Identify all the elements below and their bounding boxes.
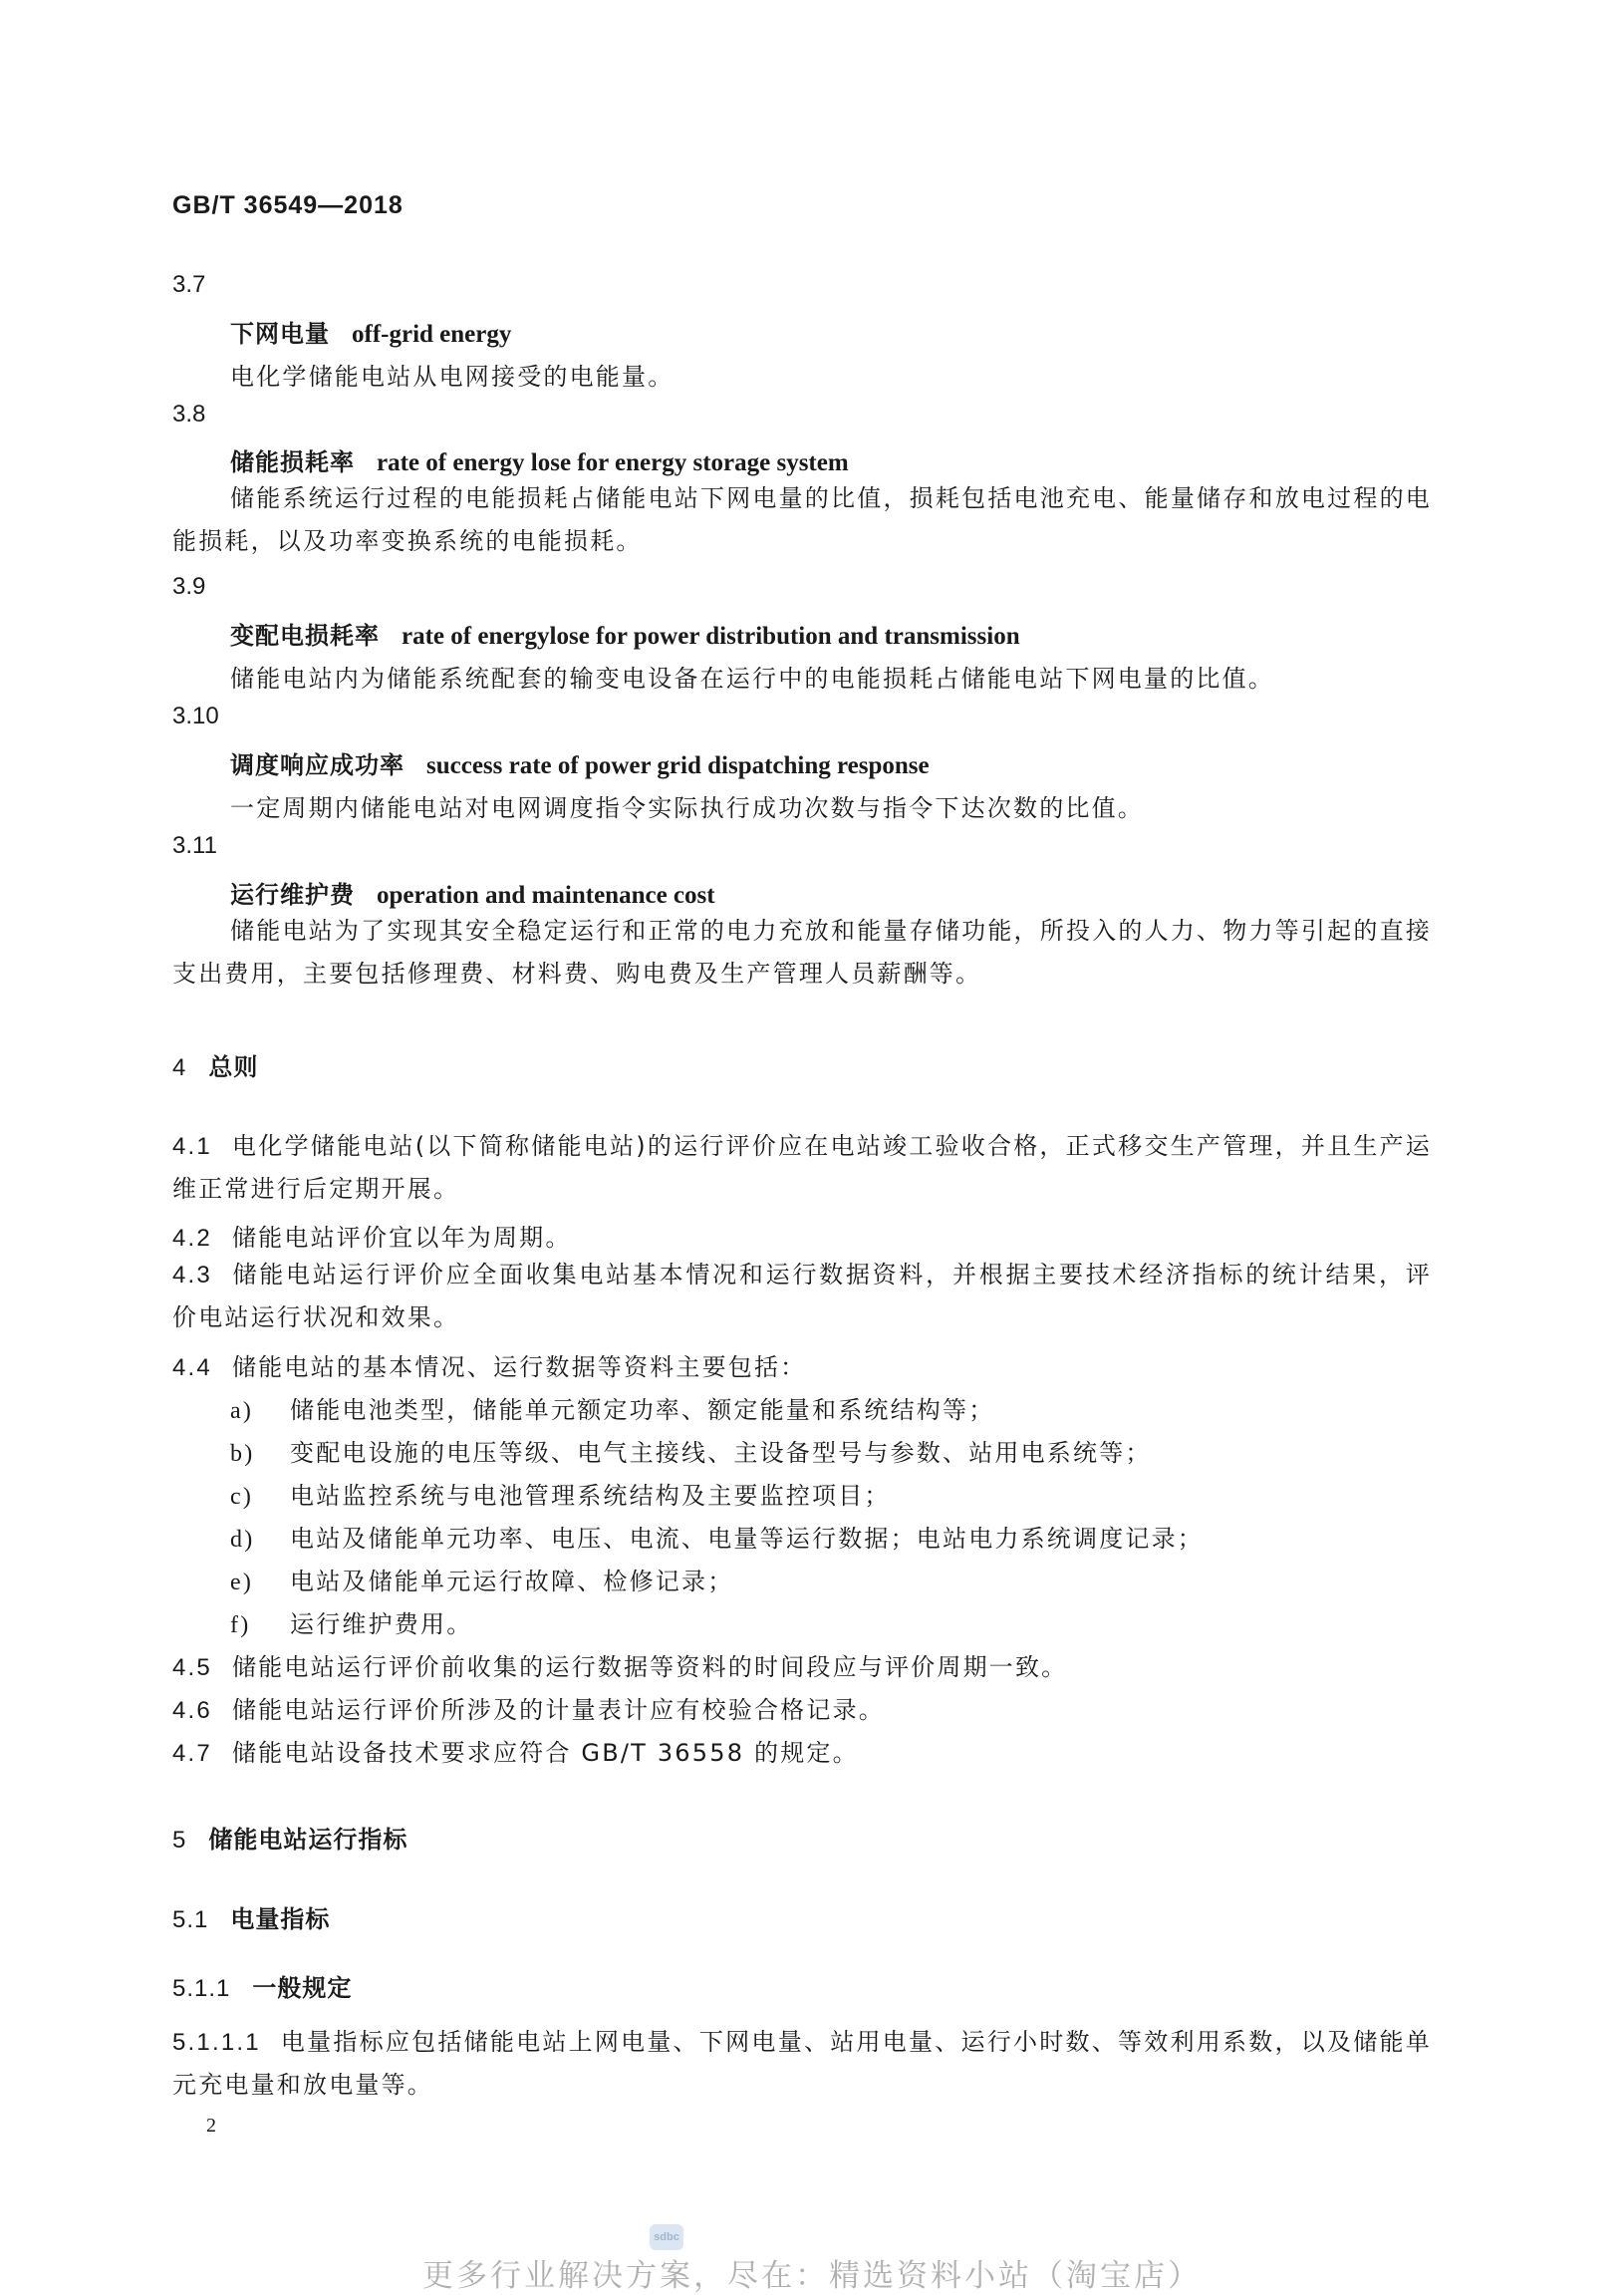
term-number: 3.11 (172, 832, 217, 859)
subsection-heading (172, 1968, 352, 2003)
subsection-heading (172, 1899, 330, 1934)
term-title (230, 616, 1020, 651)
term-en: rate of energylose for power distribution and transmission (402, 623, 1020, 650)
list-label: f) (230, 1612, 251, 1638)
list-item (230, 1476, 891, 1511)
term-number: 3.10 (172, 703, 219, 729)
term-definition (172, 910, 1432, 996)
list-label: d) (230, 1527, 255, 1553)
clause-number: 4.5 (172, 1654, 212, 1681)
term-zh: 变配电损耗率 (230, 622, 380, 650)
term-definition: 储能电站内为储能系统配套的输变电设备在运行中的电能损耗占储能电站下网电量的比值。 (230, 665, 1274, 693)
clause-number: 4.4 (172, 1354, 212, 1381)
clause-text: 电化学储能电站(以下简称储能电站)的运行评价应在电站竣工验收合格，正式移交生产管理，并且生产运维正常进行后定期开展。 (172, 1132, 1432, 1203)
term-title (230, 875, 715, 910)
term-en: operation and maintenance cost (377, 882, 715, 909)
watermark-logo: sdbc (650, 2224, 683, 2250)
section-number: 5 (172, 1827, 187, 1854)
list-label: c) (230, 1484, 254, 1510)
term-title (230, 314, 511, 349)
subsection-title: 电量指标 (230, 1905, 331, 1933)
list-text: 变配电设施的电压等级、电气主接线、主设备型号与参数、站用电系统等； (290, 1439, 1152, 1467)
section-number: 4 (172, 1054, 187, 1081)
clause-number: 4.6 (172, 1697, 212, 1724)
list-item (230, 1433, 1152, 1468)
section-title: 总则 (208, 1053, 259, 1081)
clause-text: 储能电站评价宜以年为周期。 (231, 1224, 572, 1252)
subsection-number: 5.1.1 (172, 1975, 231, 2002)
section-heading (172, 1047, 258, 1082)
term-en: success rate of power grid dispatching response (426, 752, 930, 779)
term-number: 3.9 (172, 573, 206, 600)
term-zh: 下网电量 (230, 320, 330, 348)
term-title (230, 745, 930, 780)
list-text: 电站及储能单元功率、电压、电流、电量等运行数据；电站电力系统调度记录； (290, 1525, 1204, 1553)
clause (172, 1733, 859, 1768)
clause (172, 1218, 572, 1253)
term-title (230, 442, 849, 477)
term-definition: 电化学储能电站从电网接受的电能量。 (230, 363, 675, 391)
list-text: 运行维护费用。 (290, 1610, 473, 1638)
clause (172, 1690, 885, 1725)
clause (172, 1125, 1432, 1211)
list-text: 电站及储能单元运行故障、检修记录； (290, 1568, 734, 1595)
clause-text: 储能电站运行评价前收集的运行数据等资料的时间段应与评价周期一致。 (231, 1653, 1068, 1681)
section-title: 储能电站运行指标 (208, 1826, 408, 1854)
list-label: e) (230, 1570, 254, 1595)
clause-text: 储能电站运行评价应全面收集电站基本情况和运行数据资料，并根据主要技术经济指标的统计结果，评价电站运行状况和效果。 (172, 1261, 1432, 1331)
term-number: 3.8 (172, 401, 206, 428)
clause-number: 4.3 (172, 1262, 212, 1289)
page-number: 2 (206, 2115, 216, 2137)
term-number: 3.7 (172, 271, 206, 298)
clause-text: 储能电站运行评价所涉及的计量表计应有校验合格记录。 (231, 1696, 885, 1724)
subsection-number: 5.1 (172, 1906, 209, 1933)
term-definition (172, 477, 1432, 563)
clause-text: 储能电站的基本情况、运行数据等资料主要包括： (231, 1353, 807, 1381)
watermark-text: 更多行业解决方案，尽在：精选资料小站（淘宝店） (422, 2258, 1202, 2294)
term-definition-text: 储能系统运行过程的电能损耗占储能电站下网电量的比值，损耗包括电池充电、能量储存和放电过程的电能损耗，以及功率变换系统的电能损耗。 (172, 484, 1432, 555)
term-definition: 一定周期内储能电站对电网调度指令实际执行成功次数与指令下达次数的比值。 (230, 794, 1144, 822)
clause (172, 1254, 1432, 1339)
list-label: b) (230, 1441, 255, 1467)
clause-text: 电量指标应包括储能电站上网电量、下网电量、站用电量、运行小时数、等效利用系数，以及储能单元充电量和放电量等。 (172, 2028, 1432, 2099)
clause (172, 1647, 1067, 1682)
term-zh: 运行维护费 (230, 881, 355, 909)
list-text: 电站监控系统与电池管理系统结构及主要监控项目； (290, 1482, 891, 1510)
term-en: off-grid energy (352, 321, 512, 348)
clause (172, 1347, 806, 1382)
list-item (230, 1390, 994, 1425)
term-definition-text: 储能电站为了实现其安全稳定运行和正常的电力充放和能量存储功能，所投入的人力、物力等引起的直接支出费用，主要包括修理费、材料费、购电费及生产管理人员薪酬等。 (172, 917, 1432, 988)
list-text: 储能电池类型，储能单元额定功率、额定能量和系统结构等； (290, 1396, 995, 1424)
document-code: GB/T 36549—2018 (172, 191, 404, 219)
clause-number: 5.1.1.1 (172, 2029, 261, 2056)
clause-number: 4.1 (172, 1133, 212, 1160)
clause (172, 2021, 1432, 2107)
clause-text: 储能电站设备技术要求应符合 GB/T 36558 的规定。 (231, 1739, 859, 1767)
list-item (230, 1562, 733, 1596)
term-zh: 储能损耗率 (230, 448, 355, 476)
term-en: rate of energy lose for energy storage system (377, 449, 849, 476)
section-heading (172, 1820, 407, 1855)
list-label: a) (230, 1398, 254, 1424)
term-zh: 调度响应成功率 (230, 751, 405, 779)
list-item (230, 1519, 1204, 1554)
list-item (230, 1604, 472, 1639)
clause-number: 4.7 (172, 1740, 212, 1767)
subsection-title: 一般规定 (252, 1974, 353, 2002)
clause-number: 4.2 (172, 1225, 212, 1252)
